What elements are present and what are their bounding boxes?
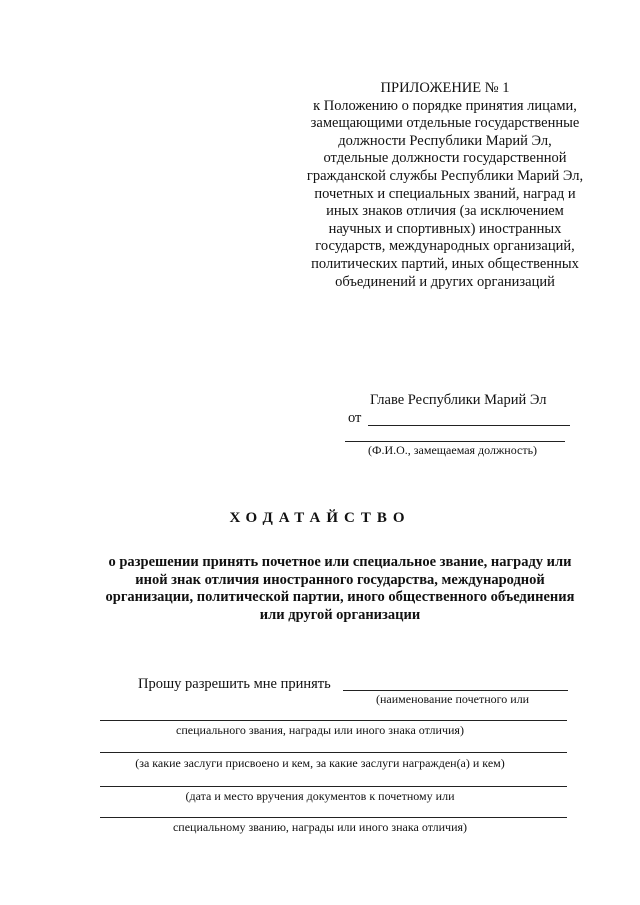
request-underline (343, 690, 568, 691)
form-line (100, 786, 567, 787)
caption-merits: (за какие заслуги присвоено и кем, за какие заслуги награжден(а) и кем) (135, 756, 505, 770)
caption-date-place: (дата и место вручения документов к почетному или (185, 789, 455, 803)
caption-documents: специальному званию, награды или иного знака отличия) (172, 820, 468, 834)
appendix-text: к Положению о порядке принятия лицами, замещающими отдельные государственные должности Республики Марий Эл, отдельные должности государственной гражданской службы Республики Марий Эл, почетных и специальных званий, наград и иных знаков отличия (за исключением научных и спортивных) иностранных государств, международных организаций, политических партий, иных общественных объединений и других организаций (306, 97, 584, 290)
from-label: от (348, 410, 362, 426)
fio-caption: (Ф.И.О., замещаемая должность) (368, 443, 538, 457)
request-text: Прошу разрешить мне принять (138, 676, 331, 692)
form-line (100, 752, 567, 753)
appendix-title: ПРИЛОЖЕНИЕ № 1 (380, 80, 510, 96)
form-line (100, 720, 567, 721)
caption-title-name: (наименование почетного или (376, 692, 530, 706)
fio-underline (345, 441, 565, 442)
document-subtitle: о разрешении принять почетное или специальное звание, награду или иной знак отличия иностранного государства, международной организации, политической партии, иного общественного объединения или другой организации (105, 554, 575, 623)
from-underline (368, 425, 570, 426)
appendix-header (305, 80, 585, 291)
caption-award-type: специального звания, награды или иного знака отличия) (176, 723, 464, 737)
form-line (100, 817, 567, 818)
from-row (340, 410, 575, 428)
addressee-to: Главе Республики Марий Эл (370, 392, 547, 408)
document-title: ХОДАТАЙСТВО (229, 510, 411, 526)
